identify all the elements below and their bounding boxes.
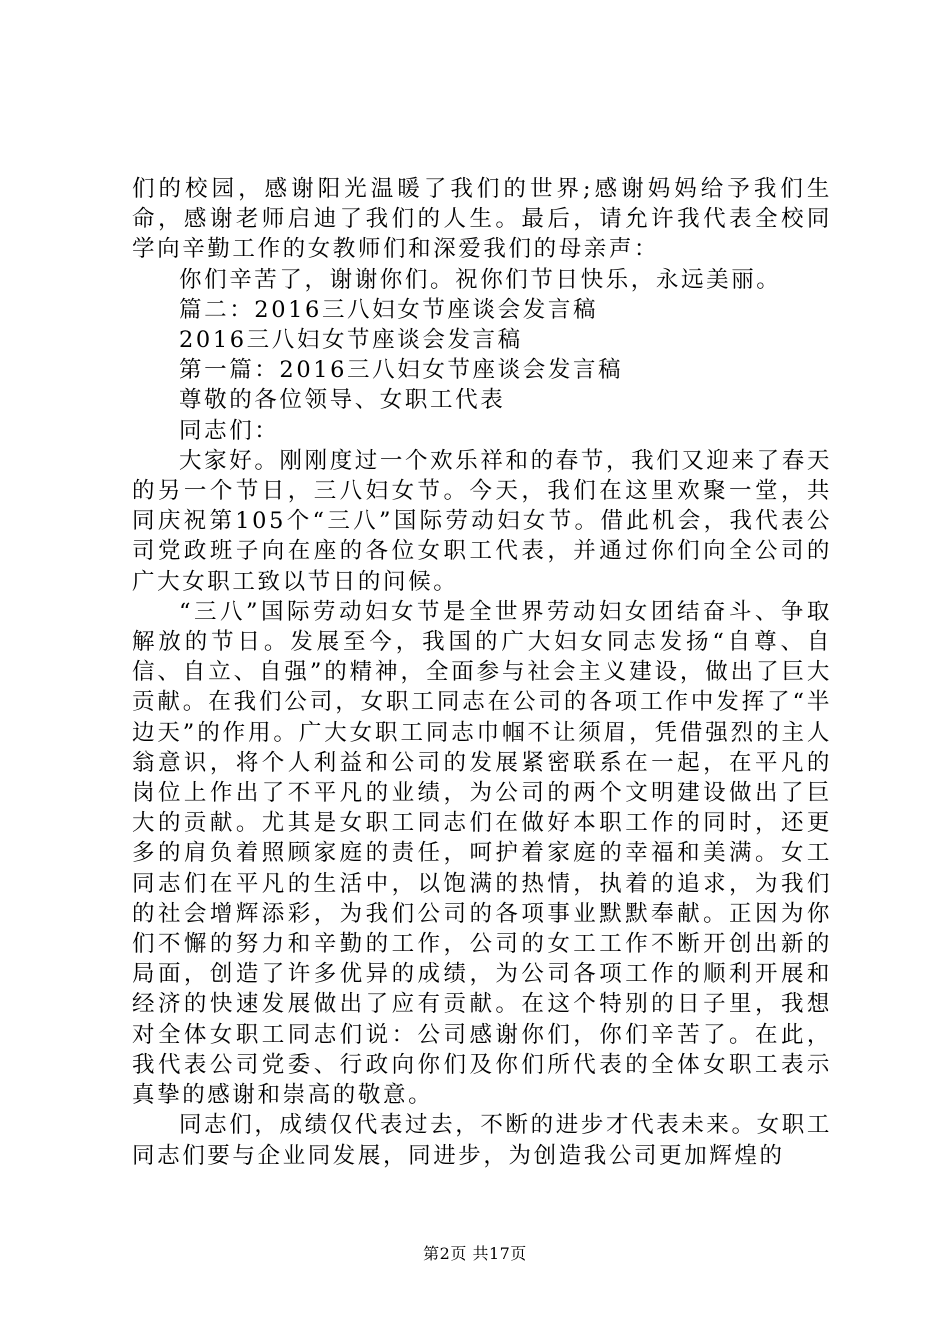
document-body: [132, 174, 832, 1171]
section-heading-4: 第一篇：2016三八妇女节座谈会发言稿: [179, 357, 624, 384]
salutation-comrades: 同志们：: [179, 417, 280, 444]
paragraph-9: 同志们，成绩仅代表过去，不断的进步才代表未来。女职工同志们要与企业同发展，同进步，为创造我公司更加辉煌的: [132, 1112, 832, 1169]
paragraph-1: 你们辛苦了，谢谢你们。祝你们节日快乐，永远美丽。: [179, 266, 782, 293]
salutation-line: 尊敬的各位领导、女职工代表: [179, 387, 506, 414]
page-number-footer: 第2页 共17页: [423, 1244, 527, 1263]
paragraph-0: 们的校园，感谢阳光温暖了我们的世界;感谢妈妈给予我们生命，感谢老师启迪了我们的人生。最后，请允许我代表全校同学向辛勤工作的女教师们和深爱我们的母亲声：: [132, 176, 832, 263]
section-heading-2: 篇二：2016三八妇女节座谈会发言稿: [179, 296, 599, 323]
paragraph-8: “三八”国际劳动妇女节是全世界劳动妇女团结奋斗、争取解放的节日。发展至今，我国的广大妇女同志发扬“自尊、自信、自立、自强”的精神，全面参与社会主义建设，做出了巨大贡献。在我们公司，女职工同志在公司的各项工作中发挥了“半边天”的作用。广大女职工同志巾帼不让须眉，凭借强烈的主人翁意识，将个人利益和公司的发展紧密联系在一起，在平凡的岗位上作出了不平凡的业绩，为公司的两个文明建设做出了巨大的贡献。尤其是女职工同志们在做好本职工作的同时，还更多的肩负着照顾家庭的责任，呵护着家庭的幸福和美满。女工同志们在平凡的生活中，以饱满的热情，执着的追求，为我们的社会增辉添彩，为我们公司的各项事业默默奉献。正因为你们不懈的努力和辛勤的工作，公司的女工工作不断开创出新的局面，创造了许多优异的成绩，为公司各项工作的顺利开展和经济的快速发展做出了应有贡献。在这个特别的日子里，我想对全体女职工同志们说：公司感谢你们，你们辛苦了。在此，我代表公司党委、行政向你们及你们所代表的全体女职工表示真挚的感谢和崇高的敬意。: [132, 598, 832, 1109]
paragraph-7: 大家好。刚刚度过一个欢乐祥和的春节，我们又迎来了春天的另一个节日，三八妇女节。今天，我们在这里欢聚一堂，共同庆祝第105个“三八”国际劳动妇女节。借此机会，我代表公司党政班子向在座的各位女职工代表，并通过你们向全公司的广大女职工致以节日的问候。: [132, 447, 832, 595]
document-title: 2016三八妇女节座谈会发言稿: [179, 327, 523, 354]
